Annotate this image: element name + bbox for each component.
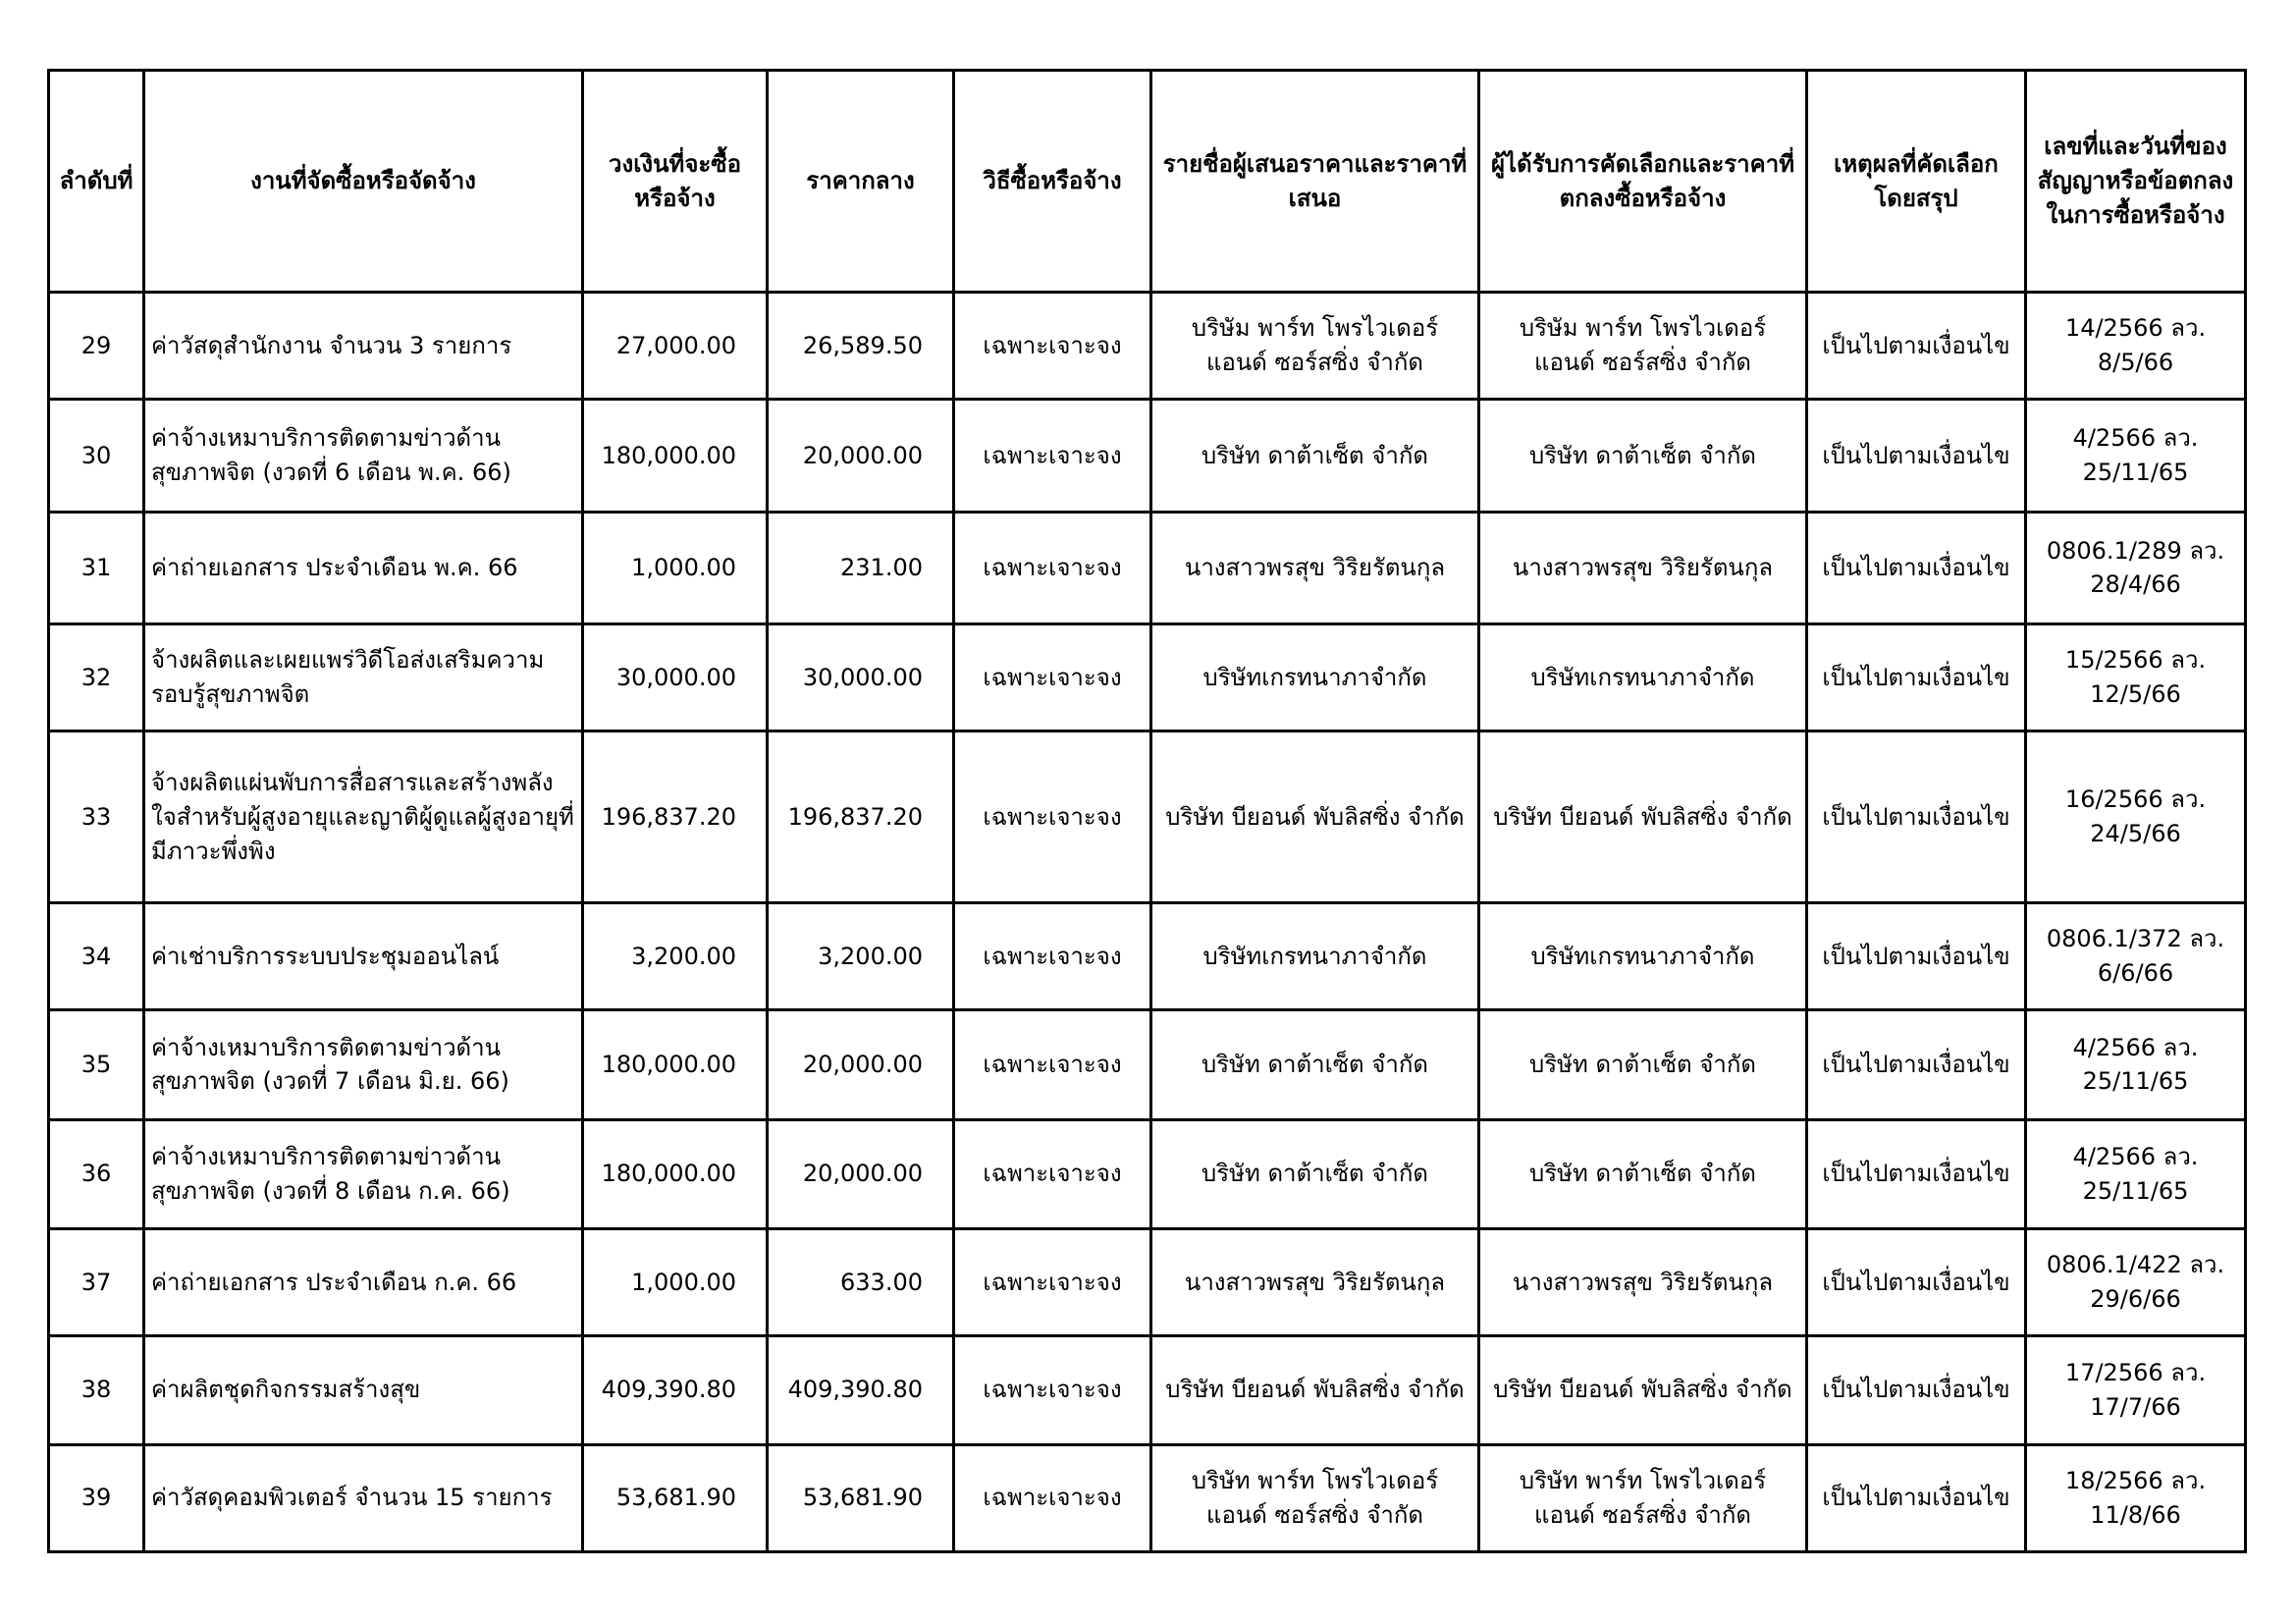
- cell-reason: เป็นไปตามเงื่อนไข: [1807, 624, 2026, 731]
- cell-budget: 196,837.20: [583, 731, 768, 903]
- cell-contract: 4/2566 ลว. 25/11/65: [2026, 1010, 2246, 1119]
- cell-task: ค่าวัสดุคอมพิวเตอร์ จำนวน 15 รายการ: [144, 1444, 583, 1551]
- cell-seq: 38: [49, 1336, 144, 1444]
- cell-method: เฉพาะเจาะจง: [954, 902, 1151, 1009]
- cell-median-price: 20,000.00: [768, 400, 954, 512]
- cell-bidders: นางสาวพรสุข วิริยรัตนกุล: [1151, 1228, 1479, 1335]
- table-row: [49, 293, 2246, 400]
- cell-winner: บริษัทเกรทนาภาจำกัด: [1479, 624, 1807, 731]
- cell-reason: เป็นไปตามเงื่อนไข: [1807, 1444, 2026, 1551]
- cell-bidders: บริษัม พาร์ท โพรไวเดอร์ แอนด์ ซอร์สซิ่ง จำกัด: [1151, 293, 1479, 400]
- cell-contract: 18/2566 ลว. 11/8/66: [2026, 1444, 2246, 1551]
- cell-bidders: บริษัทเกรทนาภาจำกัด: [1151, 624, 1479, 731]
- cell-median-price: 409,390.80: [768, 1336, 954, 1444]
- cell-median-price: 20,000.00: [768, 1119, 954, 1228]
- cell-bidders: บริษัท บียอนด์ พับลิสซิ่ง จำกัด: [1151, 731, 1479, 903]
- cell-contract: 0806.1/372 ลว. 6/6/66: [2026, 902, 2246, 1009]
- cell-seq: 33: [49, 731, 144, 903]
- procurement-table: [47, 69, 2247, 1553]
- table-body: [49, 293, 2246, 1552]
- cell-contract: 0806.1/289 ลว. 28/4/66: [2026, 512, 2246, 623]
- cell-reason: เป็นไปตามเงื่อนไข: [1807, 902, 2026, 1009]
- cell-contract: 16/2566 ลว. 24/5/66: [2026, 731, 2246, 903]
- cell-winner: นางสาวพรสุข วิริยรัตนกุล: [1479, 512, 1807, 623]
- cell-seq: 37: [49, 1228, 144, 1335]
- cell-contract: 4/2566 ลว. 25/11/65: [2026, 1119, 2246, 1228]
- table-row: [49, 1010, 2246, 1119]
- table-row: [49, 902, 2246, 1009]
- table-row: [49, 624, 2246, 731]
- cell-reason: เป็นไปตามเงื่อนไข: [1807, 293, 2026, 400]
- cell-median-price: 30,000.00: [768, 624, 954, 731]
- table-row: [49, 731, 2246, 903]
- cell-bidders: บริษัท ดาต้าเซ็ต จำกัด: [1151, 1119, 1479, 1228]
- cell-method: เฉพาะเจาะจง: [954, 1010, 1151, 1119]
- cell-budget: 180,000.00: [583, 1010, 768, 1119]
- cell-winner: บริษัม พาร์ท โพรไวเดอร์ แอนด์ ซอร์สซิ่ง จำกัด: [1479, 293, 1807, 400]
- cell-method: เฉพาะเจาะจง: [954, 1444, 1151, 1551]
- cell-method: เฉพาะเจาะจง: [954, 1228, 1151, 1335]
- cell-method: เฉพาะเจาะจง: [954, 1336, 1151, 1444]
- cell-median-price: 20,000.00: [768, 1010, 954, 1119]
- cell-winner: บริษัท ดาต้าเซ็ต จำกัด: [1479, 1010, 1807, 1119]
- cell-task: ค่าจ้างเหมาบริการติดตามข่าวด้านสุขภาพจิต (งวดที่ 8 เดือน ก.ค. 66): [144, 1119, 583, 1228]
- cell-method: เฉพาะเจาะจง: [954, 400, 1151, 512]
- cell-median-price: 53,681.90: [768, 1444, 954, 1551]
- header-budget: วงเงินที่จะซื้อหรือจ้าง: [583, 71, 768, 293]
- cell-budget: 180,000.00: [583, 400, 768, 512]
- cell-winner: บริษัท บียอนด์ พับลิสซิ่ง จำกัด: [1479, 1336, 1807, 1444]
- cell-method: เฉพาะเจาะจง: [954, 731, 1151, 903]
- cell-winner: บริษัท บียอนด์ พับลิสซิ่ง จำกัด: [1479, 731, 1807, 903]
- cell-budget: 27,000.00: [583, 293, 768, 400]
- cell-winner: บริษัท ดาต้าเซ็ต จำกัด: [1479, 400, 1807, 512]
- cell-task: ค่าถ่ายเอกสาร ประจำเดือน พ.ค. 66: [144, 512, 583, 623]
- cell-task: จ้างผลิตแผ่นพับการสื่อสารและสร้างพลังใจสำหรับผู้สูงอายุและญาติผู้ดูแลผู้สูงอายุที่มีภาวะพึ่งพิง: [144, 731, 583, 903]
- cell-median-price: 231.00: [768, 512, 954, 623]
- cell-bidders: บริษัท ดาต้าเซ็ต จำกัด: [1151, 1010, 1479, 1119]
- cell-median-price: 196,837.20: [768, 731, 954, 903]
- cell-budget: 30,000.00: [583, 624, 768, 731]
- cell-bidders: บริษัท พาร์ท โพรไวเดอร์ แอนด์ ซอร์สซิ่ง จำกัด: [1151, 1444, 1479, 1551]
- cell-seq: 32: [49, 624, 144, 731]
- cell-method: เฉพาะเจาะจง: [954, 293, 1151, 400]
- cell-seq: 36: [49, 1119, 144, 1228]
- cell-reason: เป็นไปตามเงื่อนไข: [1807, 1119, 2026, 1228]
- cell-budget: 180,000.00: [583, 1119, 768, 1228]
- cell-task: ค่าถ่ายเอกสาร ประจำเดือน ก.ค. 66: [144, 1228, 583, 1335]
- cell-seq: 39: [49, 1444, 144, 1551]
- header-median-price: ราคากลาง: [768, 71, 954, 293]
- cell-reason: เป็นไปตามเงื่อนไข: [1807, 1010, 2026, 1119]
- cell-task: จ้างผลิตและเผยแพร่วิดีโอส่งเสริมความรอบรู้สุขภาพจิต: [144, 624, 583, 731]
- cell-median-price: 3,200.00: [768, 902, 954, 1009]
- cell-budget: 1,000.00: [583, 512, 768, 623]
- cell-median-price: 633.00: [768, 1228, 954, 1335]
- cell-contract: 15/2566 ลว. 12/5/66: [2026, 624, 2246, 731]
- cell-contract: 17/2566 ลว. 17/7/66: [2026, 1336, 2246, 1444]
- cell-reason: เป็นไปตามเงื่อนไข: [1807, 731, 2026, 903]
- cell-contract: 14/2566 ลว. 8/5/66: [2026, 293, 2246, 400]
- cell-seq: 29: [49, 293, 144, 400]
- cell-contract: 4/2566 ลว. 25/11/65: [2026, 400, 2246, 512]
- cell-seq: 30: [49, 400, 144, 512]
- table-row: [49, 1336, 2246, 1444]
- cell-budget: 1,000.00: [583, 1228, 768, 1335]
- cell-budget: 3,200.00: [583, 902, 768, 1009]
- header-reason: เหตุผลที่คัดเลือกโดยสรุป: [1807, 71, 2026, 293]
- table-row: [49, 1228, 2246, 1335]
- cell-winner: บริษัท พาร์ท โพรไวเดอร์ แอนด์ ซอร์สซิ่ง จำกัด: [1479, 1444, 1807, 1551]
- cell-bidders: บริษัท ดาต้าเซ็ต จำกัด: [1151, 400, 1479, 512]
- cell-budget: 53,681.90: [583, 1444, 768, 1551]
- cell-seq: 31: [49, 512, 144, 623]
- header-bidders: รายชื่อผู้เสนอราคาและราคาที่เสนอ: [1151, 71, 1479, 293]
- header-seq: ลำดับที่: [49, 71, 144, 293]
- cell-task: ค่าจ้างเหมาบริการติดตามข่าวด้านสุขภาพจิต (งวดที่ 6 เดือน พ.ค. 66): [144, 400, 583, 512]
- header-task: งานที่จัดซื้อหรือจัดจ้าง: [144, 71, 583, 293]
- cell-bidders: บริษัทเกรทนาภาจำกัด: [1151, 902, 1479, 1009]
- cell-contract: 0806.1/422 ลว. 29/6/66: [2026, 1228, 2246, 1335]
- cell-task: ค่าจ้างเหมาบริการติดตามข่าวด้านสุขภาพจิต (งวดที่ 7 เดือน มิ.ย. 66): [144, 1010, 583, 1119]
- table-row: [49, 1119, 2246, 1228]
- cell-seq: 34: [49, 902, 144, 1009]
- header-winner: ผู้ได้รับการคัดเลือกและราคาที่ตกลงซื้อหรือจ้าง: [1479, 71, 1807, 293]
- cell-reason: เป็นไปตามเงื่อนไข: [1807, 1228, 2026, 1335]
- cell-bidders: บริษัท บียอนด์ พับลิสซิ่ง จำกัด: [1151, 1336, 1479, 1444]
- cell-task: ค่าวัสดุสำนักงาน จำนวน 3 รายการ: [144, 293, 583, 400]
- table-header: [49, 71, 2246, 293]
- cell-winner: บริษัทเกรทนาภาจำกัด: [1479, 902, 1807, 1009]
- cell-budget: 409,390.80: [583, 1336, 768, 1444]
- cell-reason: เป็นไปตามเงื่อนไข: [1807, 1336, 2026, 1444]
- header-contract: เลขที่และวันที่ของสัญญาหรือข้อตกลงในการซื้อหรือจ้าง: [2026, 71, 2246, 293]
- cell-task: ค่าผลิตชุดกิจกรรมสร้างสุข: [144, 1336, 583, 1444]
- table-row: [49, 1444, 2246, 1551]
- cell-bidders: นางสาวพรสุข วิริยรัตนกุล: [1151, 512, 1479, 623]
- table-row: [49, 512, 2246, 623]
- cell-reason: เป็นไปตามเงื่อนไข: [1807, 512, 2026, 623]
- cell-median-price: 26,589.50: [768, 293, 954, 400]
- cell-winner: บริษัท ดาต้าเซ็ต จำกัด: [1479, 1119, 1807, 1228]
- cell-task: ค่าเช่าบริการระบบประชุมออนไลน์: [144, 902, 583, 1009]
- cell-reason: เป็นไปตามเงื่อนไข: [1807, 400, 2026, 512]
- cell-method: เฉพาะเจาะจง: [954, 512, 1151, 623]
- cell-seq: 35: [49, 1010, 144, 1119]
- cell-method: เฉพาะเจาะจง: [954, 1119, 1151, 1228]
- cell-method: เฉพาะเจาะจง: [954, 624, 1151, 731]
- header-method: วิธีซื้อหรือจ้าง: [954, 71, 1151, 293]
- table-row: [49, 400, 2246, 512]
- cell-winner: นางสาวพรสุข วิริยรัตนกุล: [1479, 1228, 1807, 1335]
